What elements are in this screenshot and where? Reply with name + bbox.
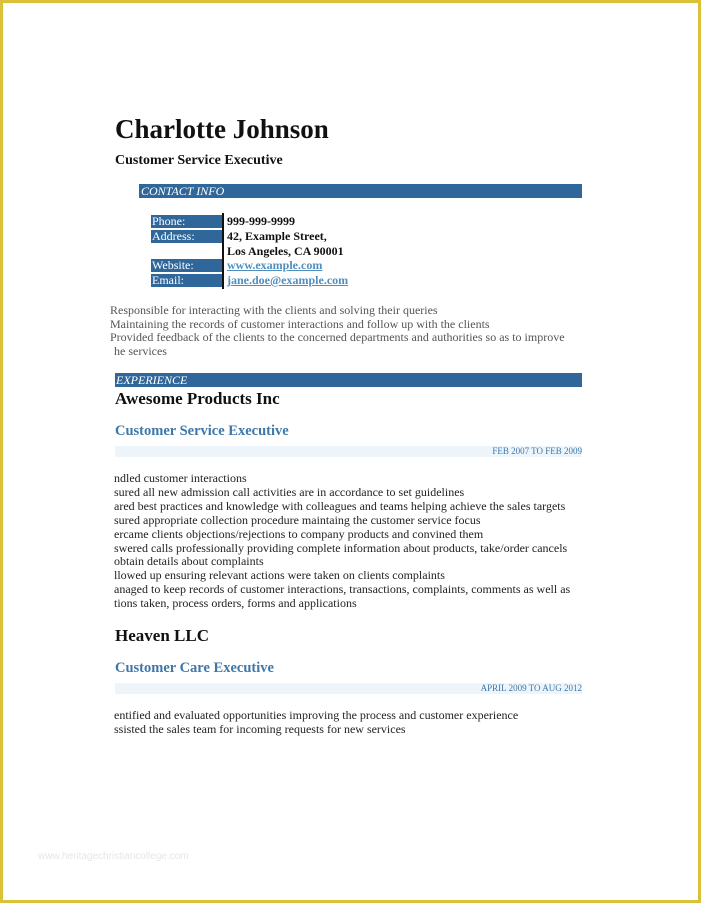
job-bullet: obtain details about complaints bbox=[114, 554, 264, 568]
job-date-band bbox=[115, 446, 582, 457]
candidate-name: Charlotte Johnson bbox=[115, 114, 329, 144]
job-bullet: ndled customer interactions bbox=[114, 471, 247, 485]
experience-section-bar bbox=[115, 373, 582, 387]
job-bullet: tions taken, process orders, forms and applications bbox=[114, 596, 357, 610]
address-label: Address: bbox=[151, 230, 222, 243]
email-label: Email: bbox=[151, 274, 222, 287]
contact-divider bbox=[222, 213, 224, 289]
job-company: Heaven LLC bbox=[115, 626, 209, 645]
job-bullet: sured all new admission call activities are in accordance to set guidelines bbox=[114, 485, 465, 499]
job-bullet: ssisted the sales team for incoming requests for new services bbox=[114, 722, 406, 736]
job-dates: FEB 2007 TO FEB 2009 bbox=[492, 446, 582, 456]
job-role: Customer Care Executive bbox=[115, 660, 274, 676]
phone-label: Phone: bbox=[151, 215, 222, 228]
website-link[interactable]: www.example.com bbox=[227, 258, 323, 272]
job-date-band bbox=[115, 683, 582, 694]
experience-section-label: EXPERIENCE bbox=[116, 373, 188, 387]
job-company: Awesome Products Inc bbox=[115, 389, 280, 408]
watermark-text: www.heritagechristiancollege.com bbox=[38, 851, 189, 862]
job-bullet: swered calls professionally providing complete information about products, take/order cancels bbox=[114, 541, 568, 555]
job-dates: APRIL 2009 TO AUG 2012 bbox=[480, 683, 582, 693]
job-bullet: sured appropriate collection procedure maintaing the customer service focus bbox=[114, 513, 481, 527]
address-line-2: Los Angeles, CA 90001 bbox=[227, 244, 344, 258]
website-label: Website: bbox=[151, 259, 222, 272]
summary-line: he services bbox=[114, 344, 167, 358]
job-bullet: ared best practices and knowledge with colleagues and teams helping achieve the sales targets bbox=[114, 499, 566, 513]
phone-value: 999-999-9999 bbox=[227, 214, 295, 228]
job-bullet: ercame clients objections/rejections to company products and convined them bbox=[114, 527, 484, 541]
contact-section-bar bbox=[139, 184, 582, 198]
summary-line: Provided feedback of the clients to the concerned departments and authorities so as to improve bbox=[110, 330, 565, 344]
summary-line: Maintaining the records of customer interactions and follow up with the clients bbox=[110, 317, 490, 331]
candidate-title: Customer Service Executive bbox=[115, 153, 283, 168]
email-link[interactable]: jane.doe@example.com bbox=[227, 273, 349, 287]
job-bullet: entified and evaluated opportunities improving the process and customer experience bbox=[114, 708, 519, 722]
contact-section-label: CONTACT INFO bbox=[141, 184, 225, 198]
job-role: Customer Service Executive bbox=[115, 423, 289, 439]
summary-line: Responsible for interacting with the clients and solving their queries bbox=[110, 303, 438, 317]
address-line-1: 42, Example Street, bbox=[227, 229, 327, 243]
job-bullet: llowed up ensuring relevant actions were taken on clients complaints bbox=[114, 568, 445, 582]
job-bullet: anaged to keep records of customer interactions, transactions, complaints, comments as well as bbox=[114, 582, 571, 596]
